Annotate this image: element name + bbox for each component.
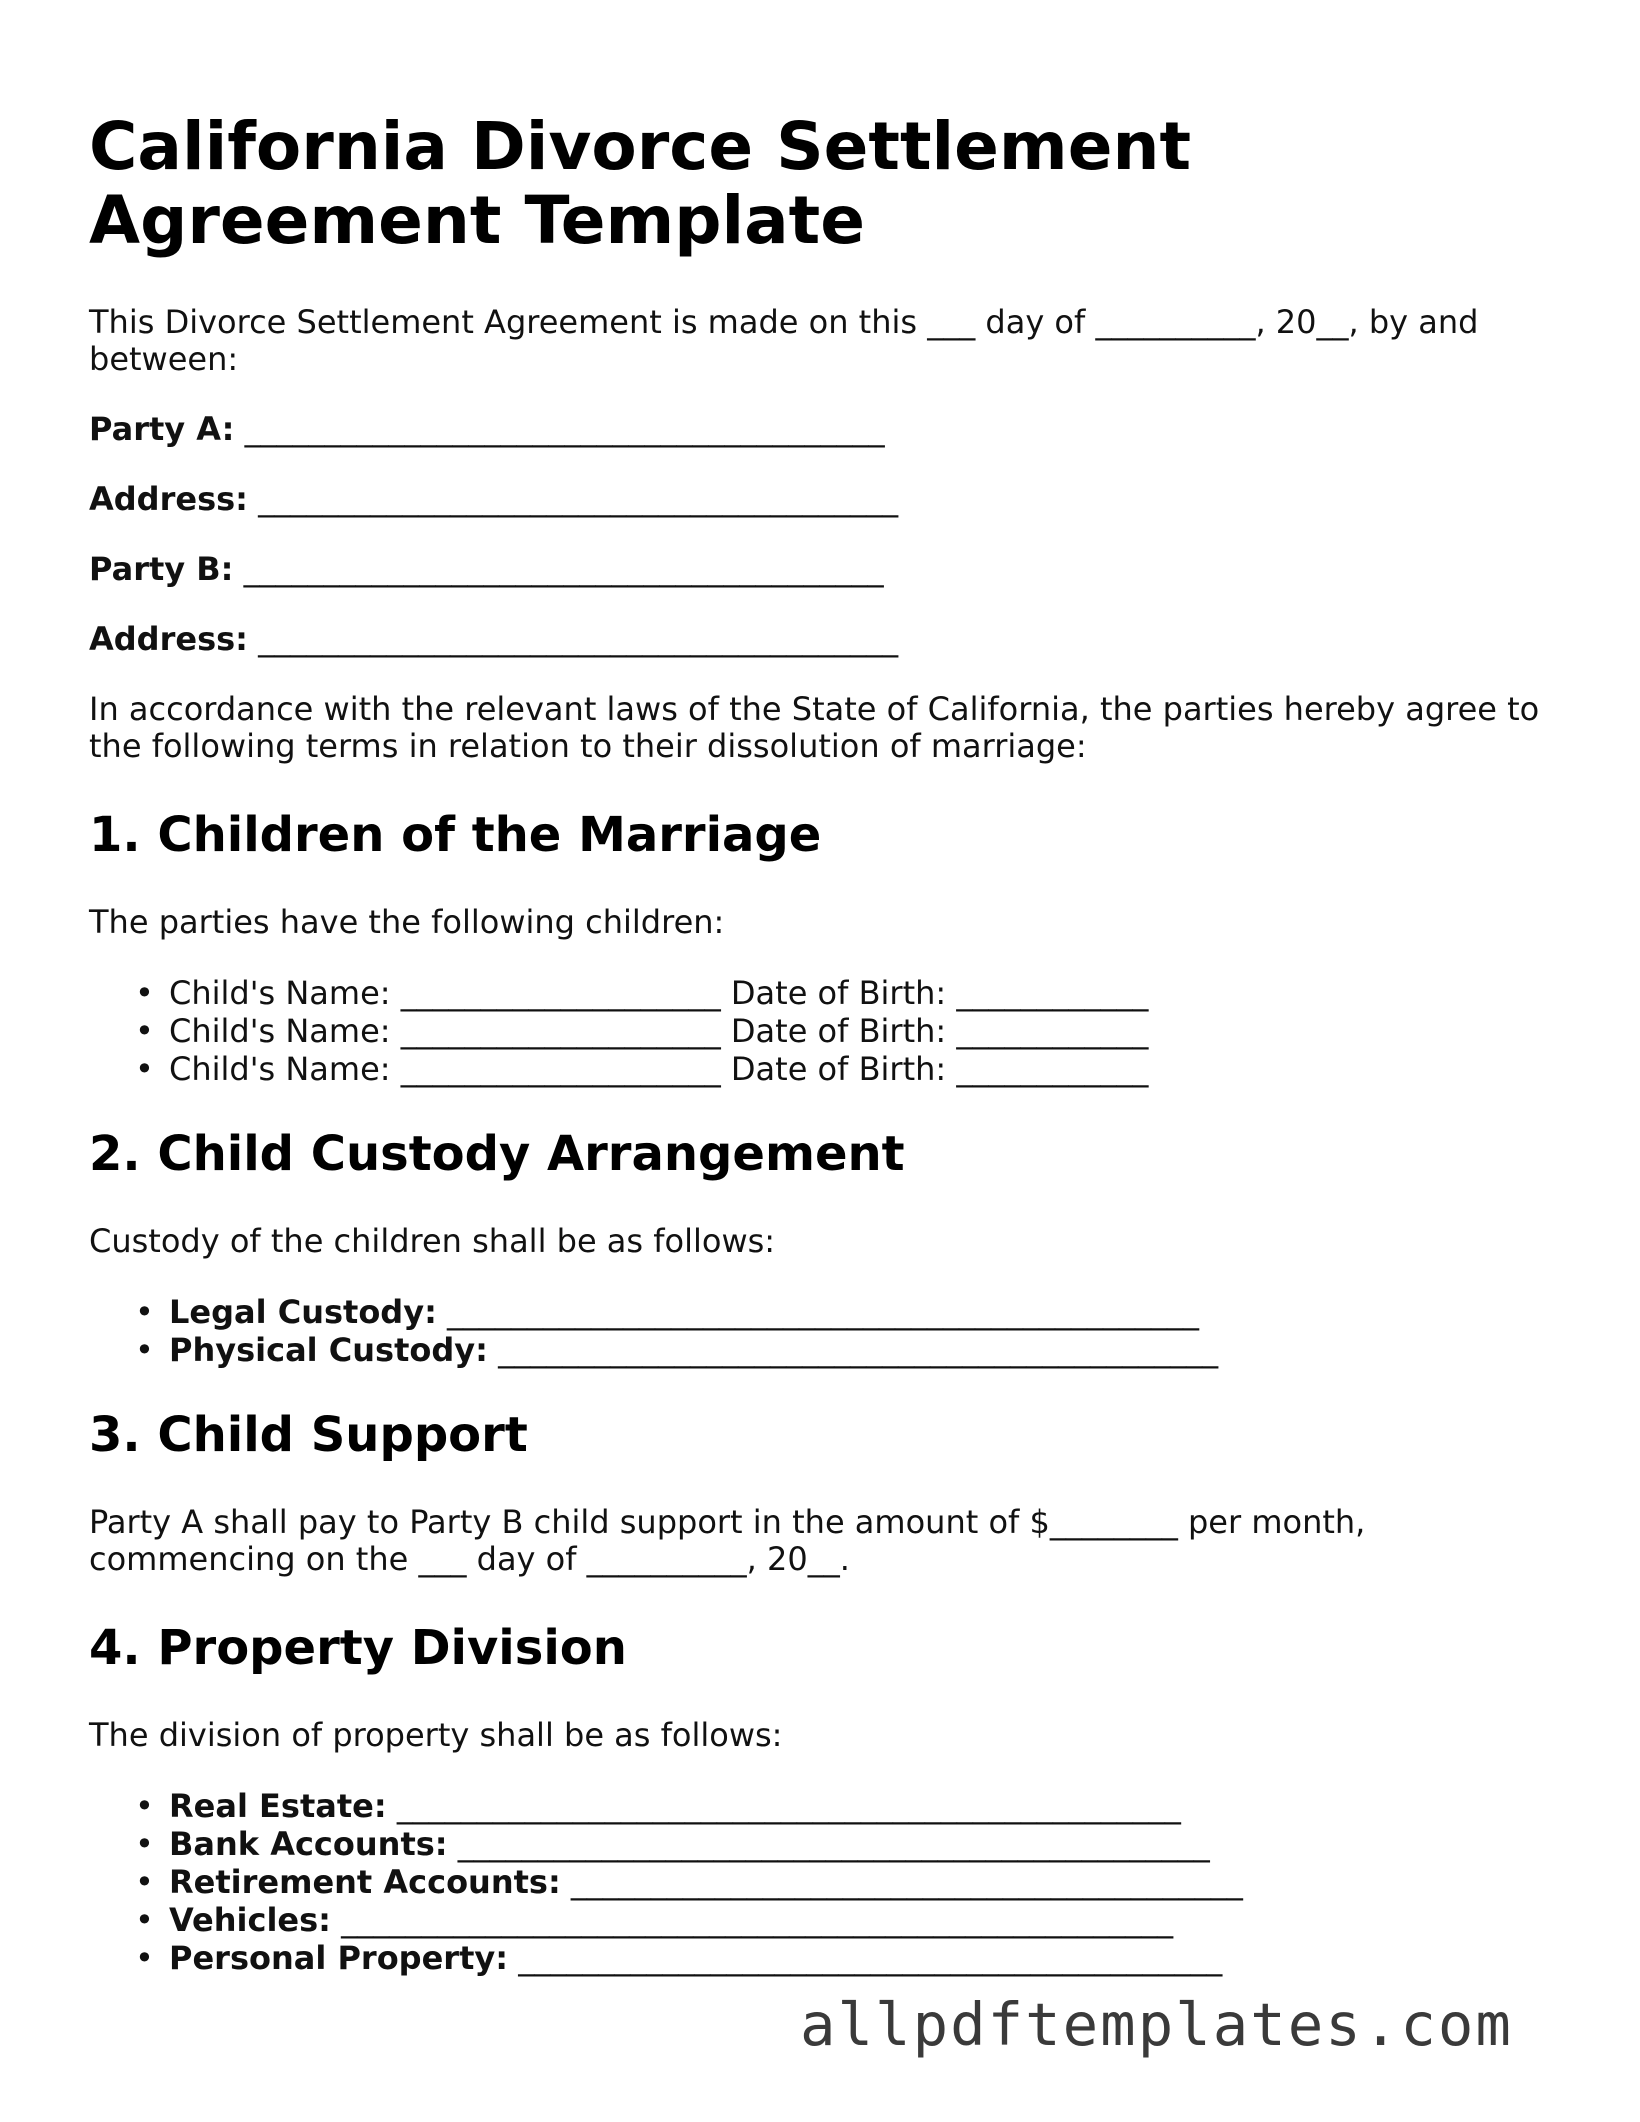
vehicles-item <box>169 1901 1569 1939</box>
section-heading-custody: 2. Child Custody Arrangement <box>89 1126 905 1182</box>
watermark-text: allpdftemplates.com <box>800 1990 1513 2059</box>
page-title: California Divorce Settlement Agreement Template <box>89 108 1191 259</box>
bank-accounts-item <box>169 1825 1569 1863</box>
intro-paragraph: This Divorce Settlement Agreement is made on this ___ day of __________, 20__, by and between: <box>89 303 1479 378</box>
retirement-accounts-blank[interactable]: __________________________________________ <box>570 1863 1243 1901</box>
terms-paragraph: In accordance with the relevant laws of the State of California, the parties hereby agree to the following terms in relation to their dissolution of marriage: <box>89 690 1540 765</box>
party-b-address-blank[interactable]: ________________________________________ <box>258 620 899 658</box>
legal-custody-label: Legal Custody: <box>169 1293 437 1331</box>
party-b-field <box>89 551 1569 588</box>
personal-property-blank[interactable]: ____________________________________________ <box>518 1939 1223 1977</box>
party-a-blank[interactable]: ________________________________________ <box>244 410 885 448</box>
legal-custody-item <box>169 1293 1569 1331</box>
custody-list <box>89 1293 1569 1369</box>
party-b-blank[interactable]: ________________________________________ <box>243 550 884 588</box>
document-page <box>89 110 1569 2015</box>
party-b-label: Party B: <box>89 550 234 588</box>
section-heading-support: 3. Child Support <box>89 1407 528 1463</box>
physical-custody-item <box>169 1331 1569 1369</box>
children-intro: The parties have the following children: <box>89 903 725 941</box>
section-heading-property: 4. Property Division <box>89 1620 627 1676</box>
personal-property-item <box>169 1939 1569 1977</box>
party-a-address-label: Address: <box>89 480 248 518</box>
vehicles-blank[interactable]: ____________________________________________________ <box>341 1901 1174 1939</box>
party-a-address-blank[interactable]: ________________________________________ <box>258 480 899 518</box>
personal-property-label: Personal Property: <box>169 1939 509 1977</box>
real-estate-blank[interactable]: _________________________________________________ <box>396 1787 1181 1825</box>
child-item[interactable]: • Child's Name: ____________________ Date of Birth: ____________ <box>169 1050 1569 1088</box>
party-a-label: Party A: <box>89 410 235 448</box>
child-item[interactable]: • Child's Name: ____________________ Date of Birth: ____________ <box>169 1012 1569 1050</box>
bank-accounts-label: Bank Accounts: <box>169 1825 448 1863</box>
real-estate-item <box>169 1787 1569 1825</box>
bank-accounts-blank[interactable]: _______________________________________________ <box>457 1825 1210 1863</box>
retirement-accounts-label: Retirement Accounts: <box>169 1863 561 1901</box>
property-intro: The division of property shall be as follows: <box>89 1716 783 1754</box>
physical-custody-label: Physical Custody: <box>169 1331 488 1369</box>
party-a-address-field <box>89 481 1569 518</box>
party-b-address-field <box>89 621 1569 658</box>
party-a-field <box>89 411 1569 448</box>
legal-custody-blank[interactable]: _______________________________________________ <box>447 1293 1200 1331</box>
child-item[interactable]: • Child's Name: ____________________ Date of Birth: ____________ <box>169 974 1569 1012</box>
property-list <box>89 1787 1569 1977</box>
support-paragraph[interactable]: Party A shall pay to Party B child support in the amount of $________ per month, commencing on the ___ day of __________, 20__. <box>89 1503 1366 1578</box>
children-list <box>89 974 1569 1088</box>
vehicles-label: Vehicles: <box>169 1901 331 1939</box>
physical-custody-blank[interactable]: _____________________________________________ <box>498 1331 1219 1369</box>
section-heading-children: 1. Children of the Marriage <box>89 807 822 863</box>
custody-intro: Custody of the children shall be as follows: <box>89 1222 776 1260</box>
real-estate-label: Real Estate: <box>169 1787 387 1825</box>
party-b-address-label: Address: <box>89 620 248 658</box>
retirement-accounts-item <box>169 1863 1569 1901</box>
